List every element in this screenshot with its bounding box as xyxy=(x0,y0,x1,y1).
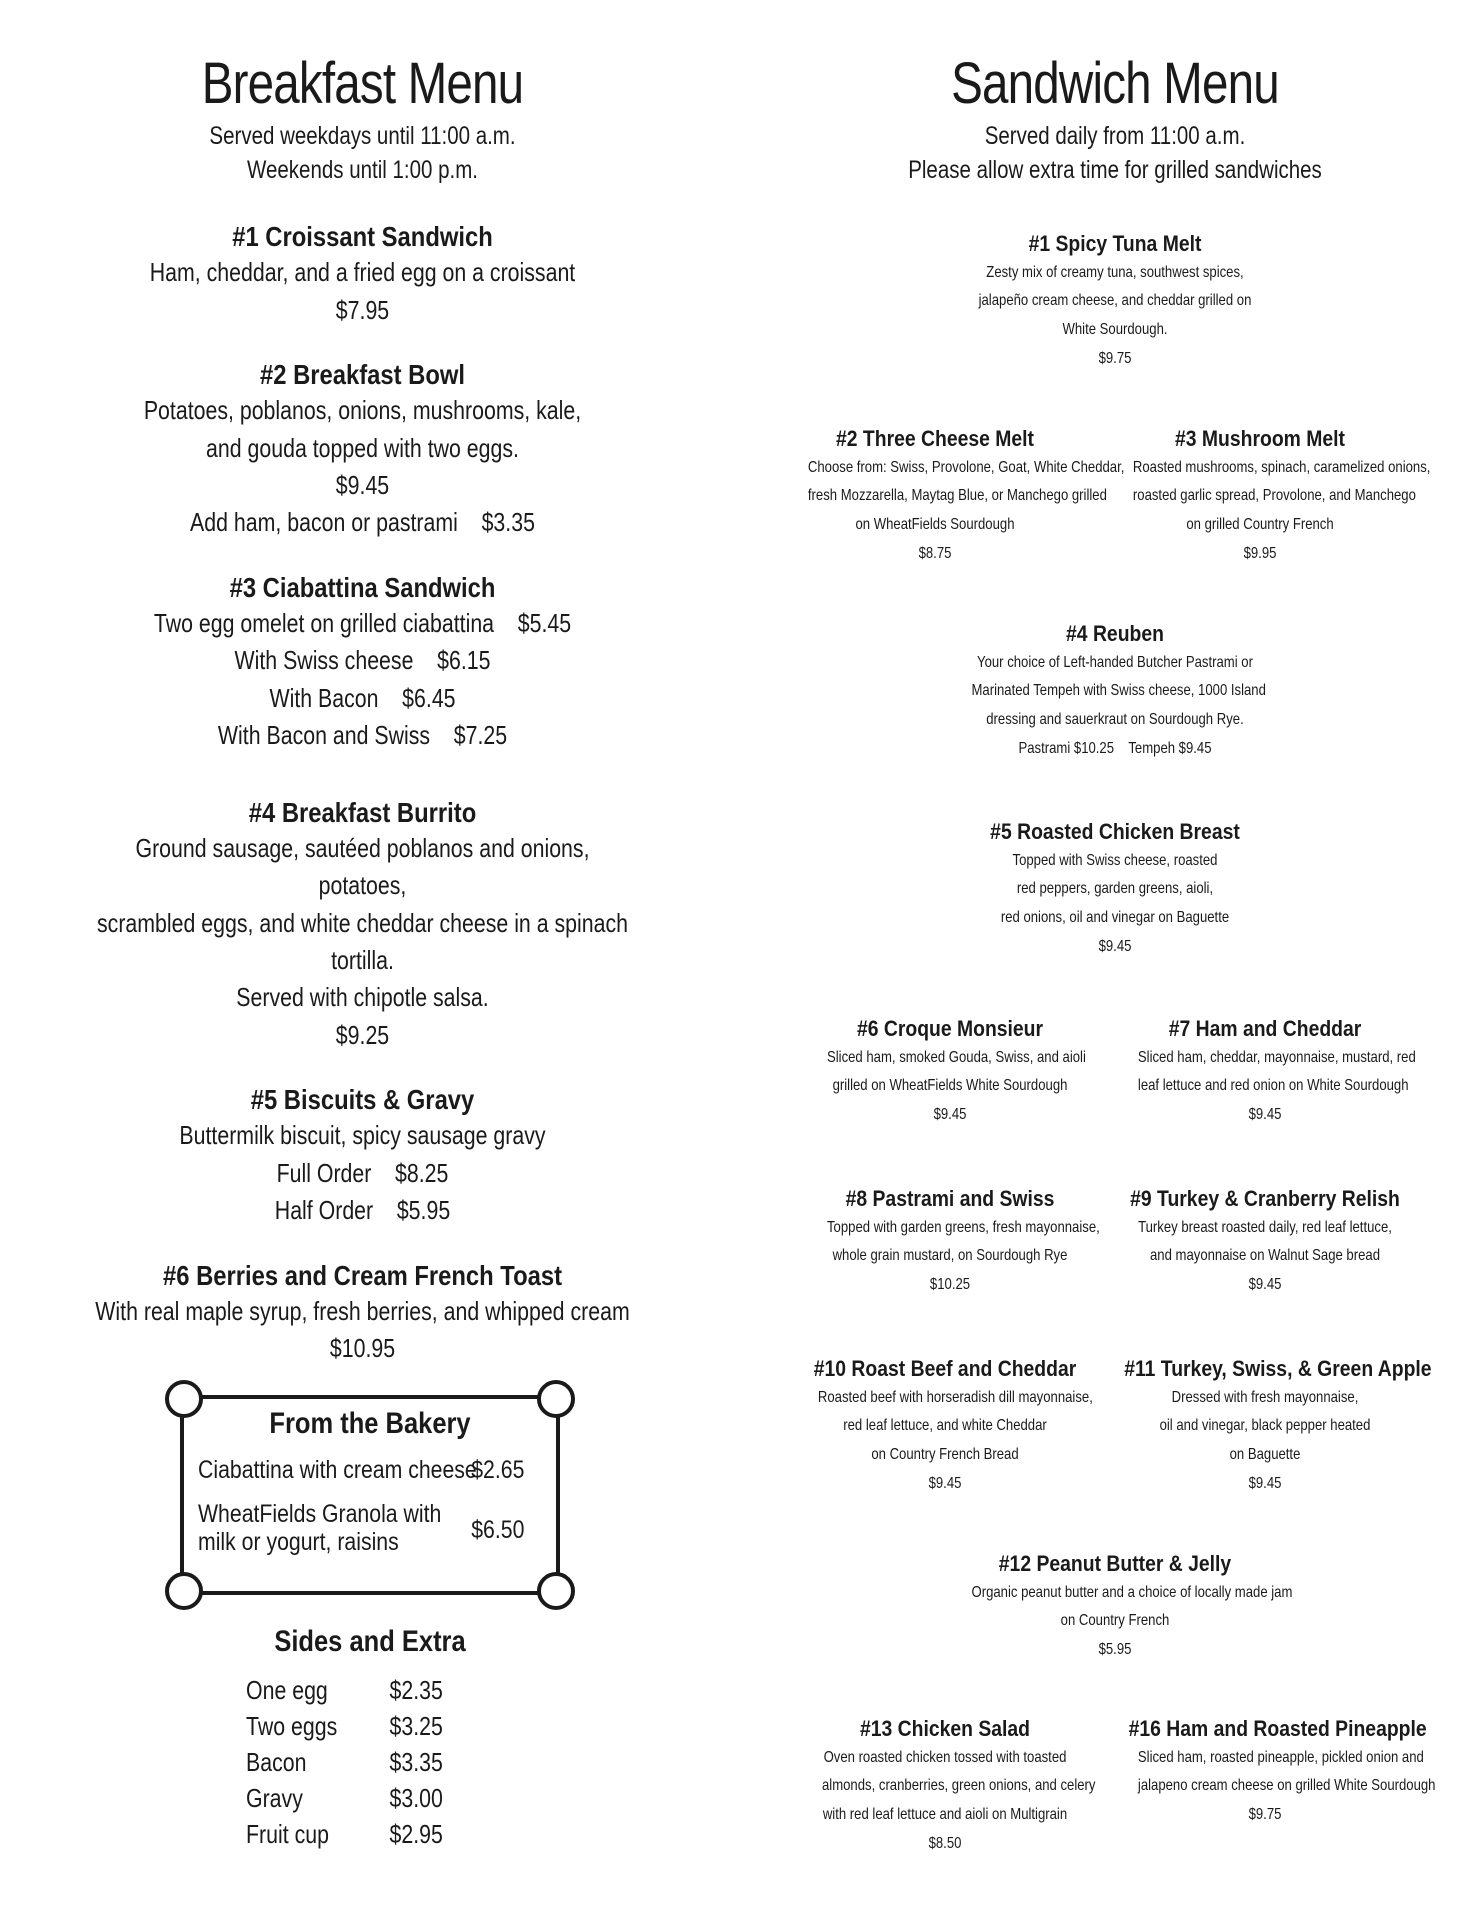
item-description: with red leaf lettuce and aioli on Multigrain xyxy=(822,1806,1068,1824)
breakfast-item xyxy=(30,570,695,755)
item-description: Topped with Swiss cheese, roasted xyxy=(1012,851,1218,869)
item-name: #5 Biscuits & Gravy xyxy=(250,1084,475,1116)
sandwich-subtitle-1: Served daily from 11:00 a.m. xyxy=(984,121,1246,150)
sides-row xyxy=(246,1675,451,1706)
side-label: Gravy xyxy=(246,1783,303,1813)
bakery-row xyxy=(198,1456,525,1485)
sandwich-item xyxy=(940,230,1290,374)
item-name: #8 Pastrami and Swiss xyxy=(845,1186,1055,1211)
item-description: on grilled Country French xyxy=(1186,516,1334,534)
sandwich-item xyxy=(800,1015,1100,1130)
item-name: #3 Mushroom Melt xyxy=(1175,426,1345,451)
item-name: #5 Roasted Chicken Breast xyxy=(990,819,1240,844)
item-description: Choose from: Swiss, Provolone, Goat, White Cheddar, xyxy=(807,458,1125,476)
item-description: red leaf lettuce, and white Cheddar xyxy=(843,1417,1047,1435)
bakery-item-label-2: milk or yogurt, raisins xyxy=(198,1527,399,1556)
item-price: $10.25 xyxy=(929,1276,971,1294)
sandwich-item xyxy=(1110,1185,1420,1300)
item-price: Pastrami $10.25 Tempeh $9.45 xyxy=(1018,739,1212,757)
item-description: almonds, cranberries, green onions, and celery xyxy=(822,1777,1096,1795)
item-name: #1 Spicy Tuna Melt xyxy=(1028,231,1202,256)
item-description: roasted garlic spread, Provolone, and Manchego xyxy=(1132,487,1416,505)
side-price: $3.00 xyxy=(389,1783,443,1813)
sandwich-item xyxy=(800,1185,1100,1300)
item-description: on Country French xyxy=(1060,1612,1170,1630)
item-price: $8.50 xyxy=(928,1834,962,1852)
item-description: on Country French Bread xyxy=(871,1446,1019,1464)
item-price: $9.75 xyxy=(1098,349,1132,367)
item-price: $9.45 xyxy=(1248,1474,1282,1492)
breakfast-item xyxy=(30,219,695,329)
item-description: Sliced ham, roasted pineapple, pickled onion and xyxy=(1137,1748,1424,1766)
item-description: Dressed with fresh mayonnaise, xyxy=(1171,1388,1359,1406)
item-price: $9.45 xyxy=(1098,937,1132,955)
item-description: Organic peanut butter and a choice of locally made jam xyxy=(971,1583,1293,1601)
bakery-box xyxy=(180,1395,560,1595)
item-description: Roasted beef with horseradish dill mayonnaise, xyxy=(817,1388,1093,1406)
box-corner-ornament xyxy=(165,1572,203,1610)
side-label: Two eggs xyxy=(246,1711,338,1741)
item-description: Buttermilk biscuit, spicy sausage gravy xyxy=(179,1120,546,1151)
item-description: Sliced ham, smoked Gouda, Swiss, and aioli xyxy=(827,1048,1086,1066)
item-option: With Swiss cheese $6.15 xyxy=(234,645,491,676)
item-description: White Sourdough. xyxy=(1062,321,1168,339)
side-label: Bacon xyxy=(246,1747,307,1777)
item-price: $9.75 xyxy=(1248,1806,1282,1824)
item-description: and mayonnaise on Walnut Sage bread xyxy=(1149,1247,1380,1265)
item-name: #1 Croissant Sandwich xyxy=(232,221,493,253)
item-name: #2 Breakfast Bowl xyxy=(259,359,466,391)
item-name: #6 Croque Monsieur xyxy=(856,1016,1044,1041)
item-description: leaf lettuce and red onion on White Sourdough xyxy=(1137,1077,1409,1095)
sandwich-item xyxy=(1110,1715,1436,1830)
item-option: With Bacon $6.45 xyxy=(269,682,456,713)
sides-row xyxy=(246,1711,451,1742)
item-description: Roasted mushrooms, spinach, caramelized onions, xyxy=(1132,458,1431,476)
box-corner-ornament xyxy=(537,1572,575,1610)
item-name: #10 Roast Beef and Cheddar xyxy=(813,1356,1077,1381)
item-description: With real maple syrup, fresh berries, and whipped cream xyxy=(95,1295,630,1326)
item-description: Turkey breast roasted daily, red leaf lettuce, xyxy=(1138,1218,1392,1236)
item-description: jalapeno cream cheese on grilled White Sourdough xyxy=(1137,1777,1436,1795)
item-description: red onions, oil and vinegar on Baguette xyxy=(1000,909,1230,927)
side-price: $3.35 xyxy=(389,1747,443,1777)
sandwich-item xyxy=(1110,1015,1420,1130)
item-price: $5.95 xyxy=(1098,1641,1132,1659)
item-name: #11 Turkey, Swiss, & Green Apple xyxy=(1124,1356,1432,1381)
item-price: $9.45 xyxy=(928,1474,962,1492)
breakfast-subtitle-2: Weekends until 1:00 p.m. xyxy=(247,155,478,184)
item-price: $7.95 xyxy=(335,294,390,325)
breakfast-item xyxy=(30,1258,695,1368)
breakfast-item xyxy=(30,357,695,542)
sandwich-item xyxy=(940,620,1290,764)
item-price: $9.95 xyxy=(1243,544,1277,562)
item-description: Your choice of Left-handed Butcher Pastrami or xyxy=(977,653,1253,671)
sandwich-item xyxy=(1105,1355,1432,1499)
item-name: #12 Peanut Butter & Jelly xyxy=(998,1551,1232,1576)
item-description: Sliced ham, cheddar, mayonnaise, mustard, red xyxy=(1137,1048,1416,1066)
sandwich-item xyxy=(940,1550,1293,1665)
item-name: #4 Breakfast Burrito xyxy=(248,796,477,828)
item-description: Served with chipotle salsa. xyxy=(236,982,489,1013)
item-description: scrambled eggs, and white cheddar cheese in a spinach tortilla. xyxy=(97,907,628,975)
bakery-item-label: WheatFields Granola with xyxy=(198,1500,442,1528)
sandwich-item xyxy=(790,1355,1100,1499)
item-description: fresh Mozzarella, Maytag Blue, or Manchego grilled xyxy=(807,487,1107,505)
item-price: $9.45 xyxy=(933,1106,967,1124)
item-description: Marinated Tempeh with Swiss cheese, 1000 Island xyxy=(971,682,1266,700)
sandwich-item xyxy=(1105,425,1431,569)
item-description: Ham, cheddar, and a fried egg on a croissant xyxy=(149,257,576,288)
item-option: Half Order $5.95 xyxy=(274,1195,451,1226)
item-option: Two egg omelet on grilled ciabattina $5.45 xyxy=(153,607,572,638)
item-price: $9.45 xyxy=(335,470,390,501)
item-description: Topped with garden greens, fresh mayonnaise, xyxy=(827,1218,1100,1236)
item-name: #2 Three Cheese Melt xyxy=(836,426,1034,451)
item-description: Zesty mix of creamy tuna, southwest spices, xyxy=(986,263,1244,281)
sandwich-item xyxy=(780,425,1125,569)
item-price: $10.95 xyxy=(329,1333,396,1364)
item-price: $9.45 xyxy=(1248,1276,1282,1294)
item-description: whole grain mustard, on Sourdough Rye xyxy=(832,1247,1068,1265)
item-price: $9.45 xyxy=(1248,1106,1282,1124)
item-option: With Bacon and Swiss $7.25 xyxy=(217,720,508,751)
breakfast-item xyxy=(30,1082,695,1229)
box-corner-ornament xyxy=(165,1380,203,1418)
sandwich-item xyxy=(940,818,1290,962)
item-description: on Baguette xyxy=(1229,1446,1301,1464)
item-description: jalapeño cream cheese, and cheddar grilled on xyxy=(978,292,1252,310)
bakery-title: From the Bakery xyxy=(269,1407,471,1440)
item-name: #7 Ham and Cheddar xyxy=(1168,1016,1362,1041)
item-price: $8.75 xyxy=(918,544,952,562)
item-name: #13 Chicken Salad xyxy=(859,1716,1031,1741)
item-name: #16 Ham and Roasted Pineapple xyxy=(1128,1716,1427,1741)
item-name: #3 Ciabattina Sandwich xyxy=(229,571,496,603)
item-description: Oven roasted chicken tossed with toasted xyxy=(823,1748,1067,1766)
item-price: $9.25 xyxy=(335,1019,390,1050)
sandwich-subtitle-2: Please allow extra time for grilled sandwiches xyxy=(908,155,1322,184)
bakery-item-price: $2.65 xyxy=(471,1456,525,1484)
item-description: on WheatFields Sourdough xyxy=(855,516,1015,534)
sides-title: Sides and Extra xyxy=(274,1625,466,1658)
side-price: $2.35 xyxy=(389,1675,443,1705)
side-price: $2.95 xyxy=(389,1819,443,1849)
breakfast-column xyxy=(30,0,695,1367)
side-price: $3.25 xyxy=(389,1711,443,1741)
bakery-item-price: $6.50 xyxy=(471,1516,525,1544)
sides-row xyxy=(246,1783,451,1814)
sides-row xyxy=(246,1819,451,1850)
item-name: #6 Berries and Cream French Toast xyxy=(162,1259,563,1291)
item-description: oil and vinegar, black pepper heated xyxy=(1159,1417,1371,1435)
breakfast-subtitle-1: Served weekdays until 11:00 a.m. xyxy=(209,121,516,150)
item-description: grilled on WheatFields White Sourdough xyxy=(832,1077,1068,1095)
breakfast-item xyxy=(30,795,695,1055)
sandwich-column xyxy=(775,0,1455,187)
sides-row xyxy=(246,1747,451,1778)
bakery-row xyxy=(198,1500,525,1556)
item-description: and gouda topped with two eggs. xyxy=(206,432,519,463)
item-description: dressing and sauerkraut on Sourdough Rye. xyxy=(986,711,1244,729)
sandwich-item xyxy=(795,1715,1095,1859)
sandwich-title: Sandwich Menu xyxy=(951,51,1279,116)
item-name: #9 Turkey & Cranberry Relish xyxy=(1130,1186,1400,1211)
item-description: Potatoes, poblanos, onions, mushrooms, kale, xyxy=(143,395,582,426)
item-description: Ground sausage, sautéed poblanos and onions, potatoes, xyxy=(135,832,590,901)
item-addon: Add ham, bacon or pastrami $3.35 xyxy=(190,507,535,538)
side-label: One egg xyxy=(246,1675,328,1705)
side-label: Fruit cup xyxy=(246,1819,329,1849)
box-corner-ornament xyxy=(537,1380,575,1418)
item-name: #4 Reuben xyxy=(1066,621,1164,646)
bakery-item-label: Ciabattina with cream cheese xyxy=(198,1456,477,1484)
item-option: Full Order $8.25 xyxy=(276,1157,449,1188)
item-description: red peppers, garden greens, aioli, xyxy=(1016,880,1214,898)
breakfast-title: Breakfast Menu xyxy=(201,51,524,116)
